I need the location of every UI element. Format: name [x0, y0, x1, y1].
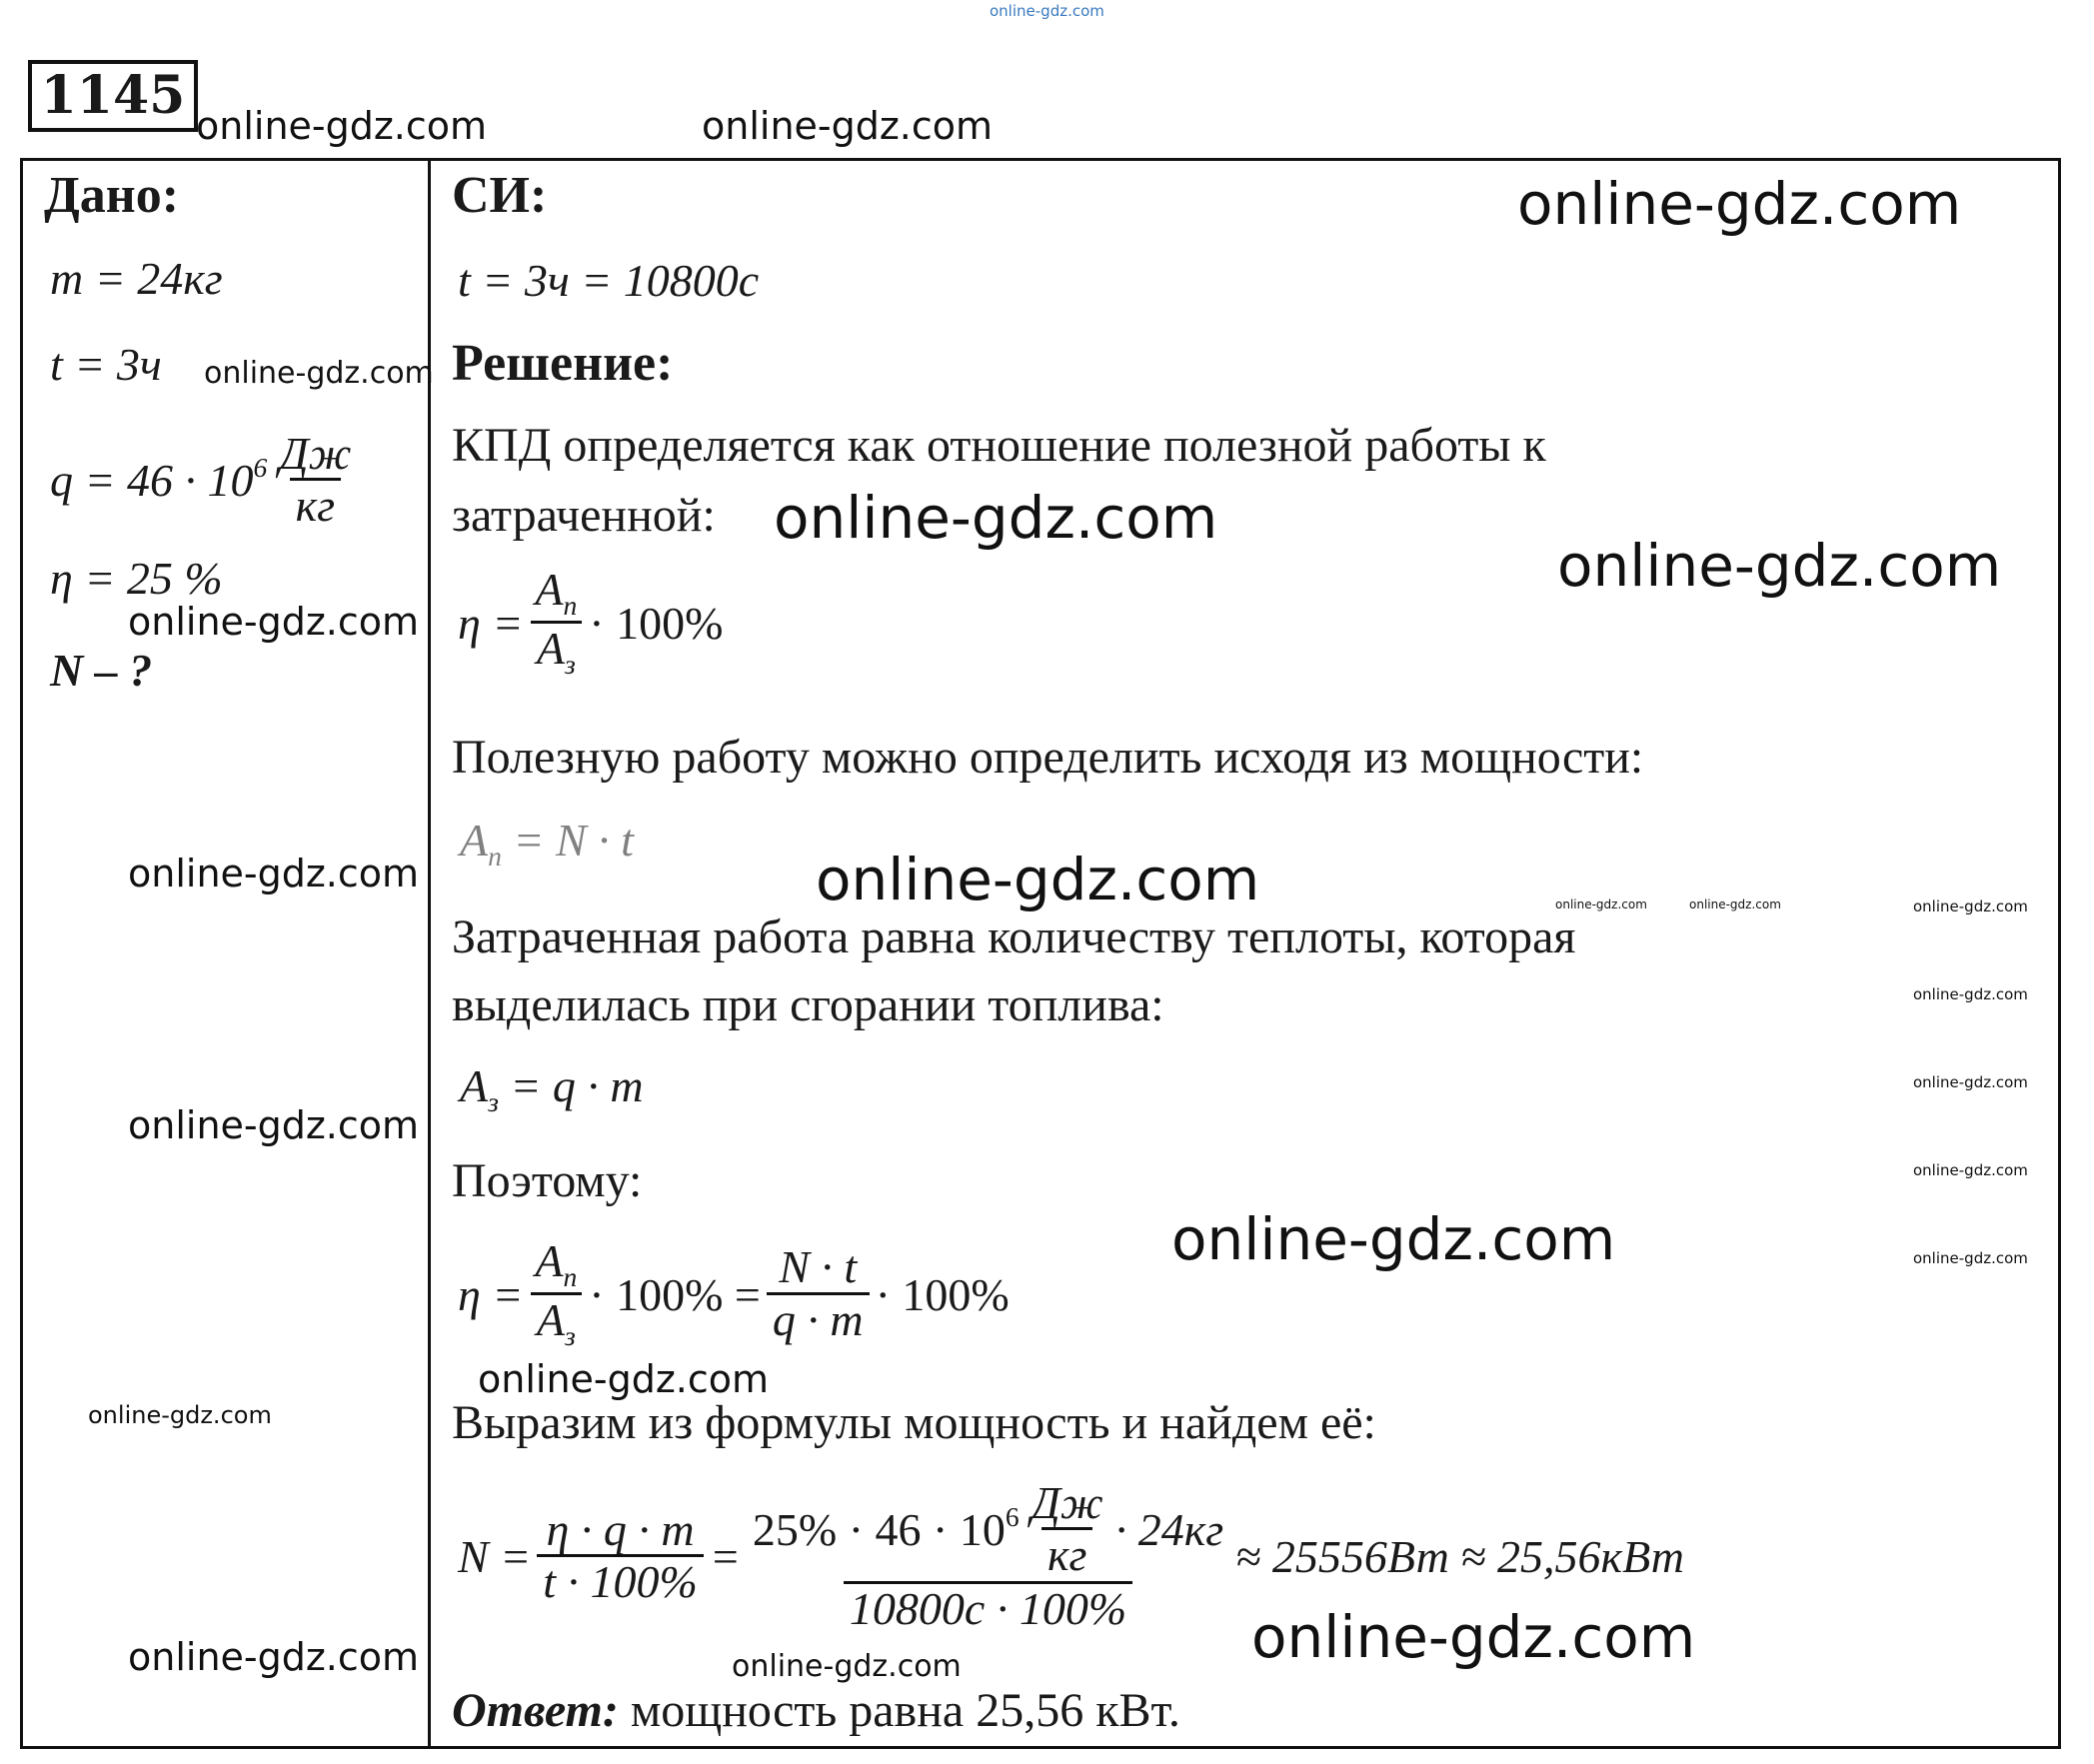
formula-power-den1: t · 100%: [537, 1554, 704, 1608]
solution-p1-line1: КПД определяется как отношение полезной работы к: [452, 419, 1546, 472]
formula-power-frac1: [537, 1503, 704, 1608]
formula-combined-den1-sub: з: [565, 1320, 576, 1352]
given-heat-exp: 6: [253, 451, 268, 483]
formula-spent-work-right: = q · m: [510, 1060, 644, 1111]
top-watermark: online-gdz.com: [990, 2, 1104, 20]
formula-power-num1: η · q · m: [546, 1503, 695, 1555]
watermark: online-gdz.com: [816, 846, 1260, 913]
given-heat: [50, 430, 363, 532]
watermark: online-gdz.com: [1913, 897, 2028, 915]
watermark: online-gdz.com: [1913, 1073, 2028, 1091]
formula-efficiency-right: · 100%: [589, 597, 724, 649]
watermark: online-gdz.com: [128, 1635, 420, 1679]
watermark: online-gdz.com: [478, 1357, 770, 1401]
formula-efficiency-den: A: [536, 623, 565, 675]
watermark: online-gdz.com: [1517, 170, 1962, 238]
watermark: online-gdz.com: [88, 1401, 272, 1429]
formula-power-den2: 10800с · 100%: [844, 1581, 1132, 1635]
given-heat-unit-num: Дж: [279, 428, 352, 479]
column-divider: [428, 158, 431, 1749]
solution-p3-line2: выделилась при сгорании топлива:: [452, 978, 1164, 1031]
formula-combined-frac1: [529, 1237, 583, 1352]
solution-p5: Выразим из формулы мощность и найдем её:: [452, 1396, 1376, 1449]
given-heat-unit-den: кг: [290, 478, 341, 532]
formula-combined-num2: N · t: [779, 1241, 858, 1293]
given-time: t = 3ч: [50, 339, 162, 390]
watermark: online-gdz.com: [1913, 1161, 2028, 1179]
formula-spent-work: [460, 1059, 644, 1118]
formula-power-num2b: · 24кг: [1114, 1503, 1224, 1555]
given-heat-left: q = 46 · 10: [50, 455, 254, 507]
formula-power-left: N =: [458, 1531, 532, 1583]
solution-p1-line2: затраченной:: [452, 489, 716, 542]
given-find: N – ?: [50, 645, 153, 696]
given-heat-unit: [273, 430, 357, 532]
watermark: online-gdz.com: [204, 356, 434, 391]
formula-useful-work-sub: п: [488, 841, 502, 873]
formula-combined: [458, 1237, 1010, 1352]
formula-combined-left: η =: [458, 1268, 524, 1320]
answer-label: Ответ:: [452, 1684, 619, 1737]
formula-power-num2a: 25% · 46 · 10: [752, 1503, 1006, 1555]
watermark: online-gdz.com: [128, 1103, 420, 1147]
formula-efficiency-frac: [529, 566, 583, 681]
watermark: online-gdz.com: [1557, 532, 2002, 600]
watermark: online-gdz.com: [732, 1649, 962, 1684]
problem-number: 1145: [28, 60, 198, 132]
formula-spent-work-sub: з: [488, 1086, 499, 1118]
formula-combined-frac2: [767, 1243, 870, 1345]
formula-power-num2-unit-den: кг: [1042, 1527, 1092, 1581]
formula-useful-work-right: = N · t: [513, 815, 634, 866]
formula-efficiency: [458, 566, 723, 681]
given-efficiency: η = 25 %: [50, 553, 223, 604]
watermark: online-gdz.com: [702, 104, 994, 148]
watermark: online-gdz.com: [128, 600, 420, 644]
formula-spent-work-a: A: [460, 1060, 489, 1111]
answer: [452, 1683, 1180, 1738]
solution-p4: Поэтому:: [452, 1154, 643, 1207]
formula-combined-num1-sub: п: [563, 1261, 578, 1293]
formula-useful-work: [460, 814, 634, 873]
formula-combined-right: · 100%: [875, 1268, 1010, 1320]
si-time: t = 3ч = 10800с: [458, 255, 760, 306]
formula-power-result: ≈ 25556Вт ≈ 25,56кВт: [1235, 1531, 1684, 1583]
solution-title: Решение:: [452, 335, 674, 392]
formula-power-eq: =: [709, 1531, 741, 1583]
formula-combined-num1: A: [535, 1235, 564, 1286]
solution-p3-line1: Затраченная работа равна количеству теплоты, которая: [452, 910, 1576, 963]
watermark: online-gdz.com: [1689, 897, 1781, 911]
formula-power-num2-unit-num: Дж: [1031, 1477, 1103, 1528]
given-mass: m = 24кг: [50, 253, 223, 304]
formula-combined-mid: · 100% =: [589, 1268, 761, 1320]
watermark: online-gdz.com: [1913, 1249, 2028, 1267]
answer-text: мощность равна 25,56 кВт.: [630, 1684, 1180, 1737]
watermark: online-gdz.com: [774, 484, 1218, 552]
watermark: online-gdz.com: [1251, 1603, 1696, 1671]
watermark: online-gdz.com: [128, 852, 420, 895]
formula-combined-den2: q · m: [767, 1292, 870, 1346]
formula-efficiency-den-sub: з: [565, 649, 576, 681]
formula-efficiency-num-sub: п: [563, 590, 578, 622]
formula-power-frac2: [747, 1479, 1229, 1634]
watermark: online-gdz.com: [1913, 985, 2028, 1003]
formula-combined-den1: A: [536, 1294, 565, 1346]
watermark: online-gdz.com: [196, 104, 488, 148]
formula-efficiency-num: A: [535, 564, 564, 615]
given-title: Дано:: [44, 167, 180, 224]
watermark: online-gdz.com: [1171, 1205, 1616, 1273]
formula-power-num2-unit: [1026, 1479, 1109, 1581]
formula-power-num2-exp: 6: [1005, 1501, 1020, 1533]
solution-p2: Полезную работу можно определить исходя из мощности:: [452, 731, 1644, 784]
watermark: online-gdz.com: [1555, 897, 1647, 911]
si-title: СИ:: [452, 167, 548, 224]
formula-useful-work-a: A: [460, 815, 489, 866]
formula-efficiency-left: η =: [458, 597, 524, 649]
